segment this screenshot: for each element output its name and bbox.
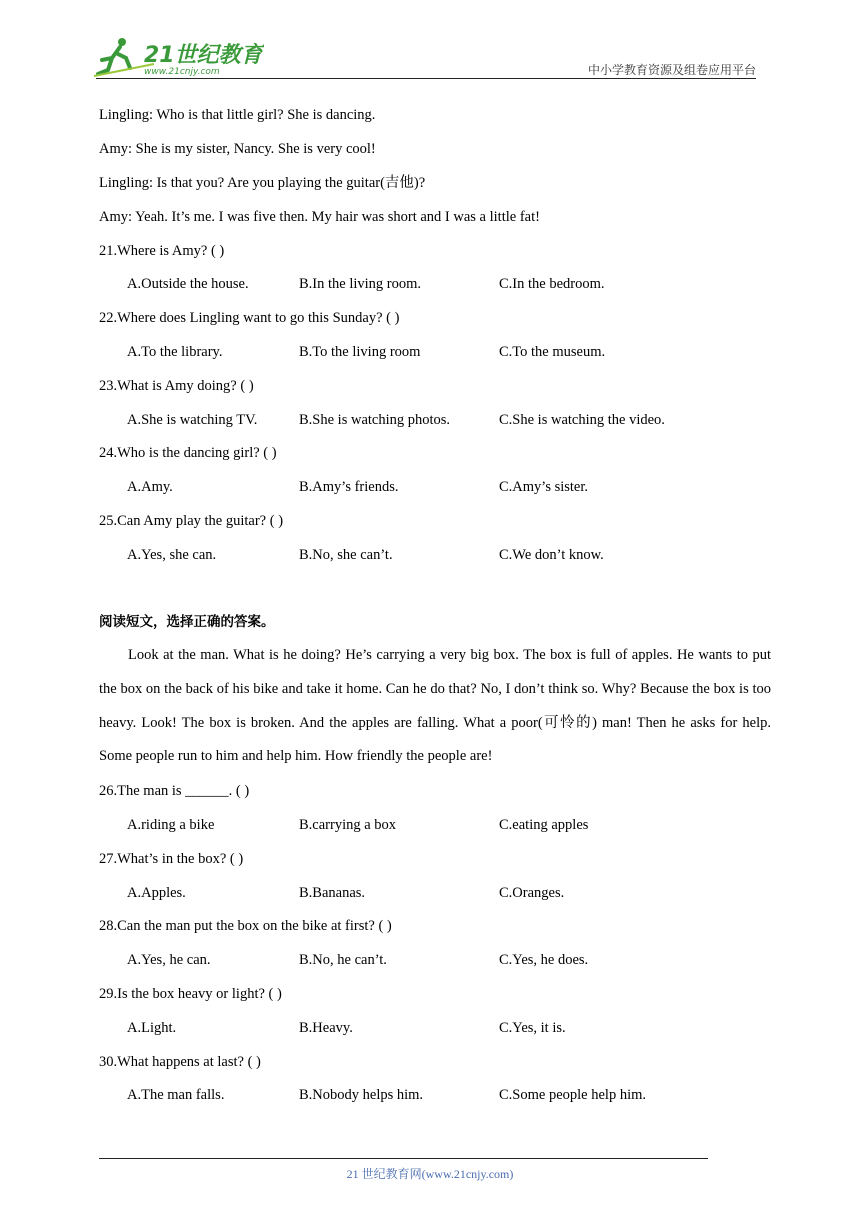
option-c: C.Yes, he does. [499,952,589,968]
option-c: C.Oranges. [499,885,565,901]
option-a: A.Outside the house. [127,276,249,292]
option-b: B.No, she can’t. [299,547,393,563]
option-c: C.We don’t know. [499,547,604,563]
option-c: C.Yes, it is. [499,1020,566,1036]
question-27: 27.What’s in the box? ( ) [99,851,244,867]
option-a: A.Yes, she can. [127,547,217,563]
site-logo [94,34,264,78]
question-23: 23.What is Amy doing? ( ) [99,378,254,394]
question-28: 28.Can the man put the box on the bike at first? ( ) [99,918,392,934]
dialogue-line: Amy: She is my sister, Nancy. She is very cool! [99,141,376,157]
logo-url: www.21cnjy.com [144,67,220,77]
question-22: 22.Where does Lingling want to go this Sunday? ( ) [99,310,400,326]
option-b: B.To the living room [299,344,421,360]
option-a: A.Apples. [127,885,186,901]
option-b: B.Nobody helps him. [299,1087,424,1103]
option-a: A.To the library. [127,344,223,360]
logo-text: 21世纪教育 [144,43,263,68]
footer-divider [99,1158,708,1159]
header-divider [96,78,756,79]
footer-text: 21 世纪教育网(www.21cnjy.com) [346,1167,514,1181]
option-a: A.riding a bike [127,817,215,833]
option-c: C.Some people help him. [499,1087,646,1103]
option-c: C.In the bedroom. [499,276,605,292]
option-c: C.To the museum. [499,344,606,360]
option-c: C.eating apples [499,817,589,833]
question-26: 26.The man is ______. ( ) [99,783,250,799]
dialogue-line: Lingling: Who is that little girl? She is dancing. [99,107,376,123]
question-24: 24.Who is the dancing girl? ( ) [99,445,277,461]
option-b: B.Heavy. [299,1020,353,1036]
option-a: A.Amy. [127,479,173,495]
option-b: B.In the living room. [299,276,422,292]
question-30: 30.What happens at last? ( ) [99,1054,261,1070]
option-c: C.Amy’s sister. [499,479,589,495]
option-b: B.No, he can’t. [299,952,387,968]
dialogue-line: Amy: Yeah. It’s me. I was five then. My hair was short and I was a little fat! [99,209,540,225]
dialogue-line: Lingling: Is that you? Are you playing the guitar(吉他)? [99,175,426,191]
option-b: B.Bananas. [299,885,366,901]
section-heading: 阅读短文，选择正确的答案。 [99,614,275,630]
option-b: B.Amy’s friends. [299,479,399,495]
question-21: 21.Where is Amy? ( ) [99,243,225,259]
reading-passage [99,639,771,774]
option-a: A.She is watching TV. [127,412,258,428]
passage-text: Look at the man. What is he doing? He’s carrying a very big box. The box is full of apples. He wants to put the box on the back of his bike and take it home. Can he do that? No, I don’t think so. Why? Because the box is too heavy. Look! The box is broken. And the apples are falling. What a poor(可怜的) man! Then he asks for help. Some people run to him and help him. How friendly the people are! [99,647,771,765]
option-b: B.She is watching photos. [299,412,451,428]
header-platform-text: 中小学教育资源及组卷应用平台 [587,63,756,77]
option-c: C.She is watching the video. [499,412,665,428]
option-a: A.The man falls. [127,1087,225,1103]
question-29: 29.Is the box heavy or light? ( ) [99,986,282,1002]
option-a: A.Light. [127,1020,177,1036]
option-b: B.carrying a box [299,817,397,833]
question-25: 25.Can Amy play the guitar? ( ) [99,513,284,529]
option-a: A.Yes, he can. [127,952,211,968]
